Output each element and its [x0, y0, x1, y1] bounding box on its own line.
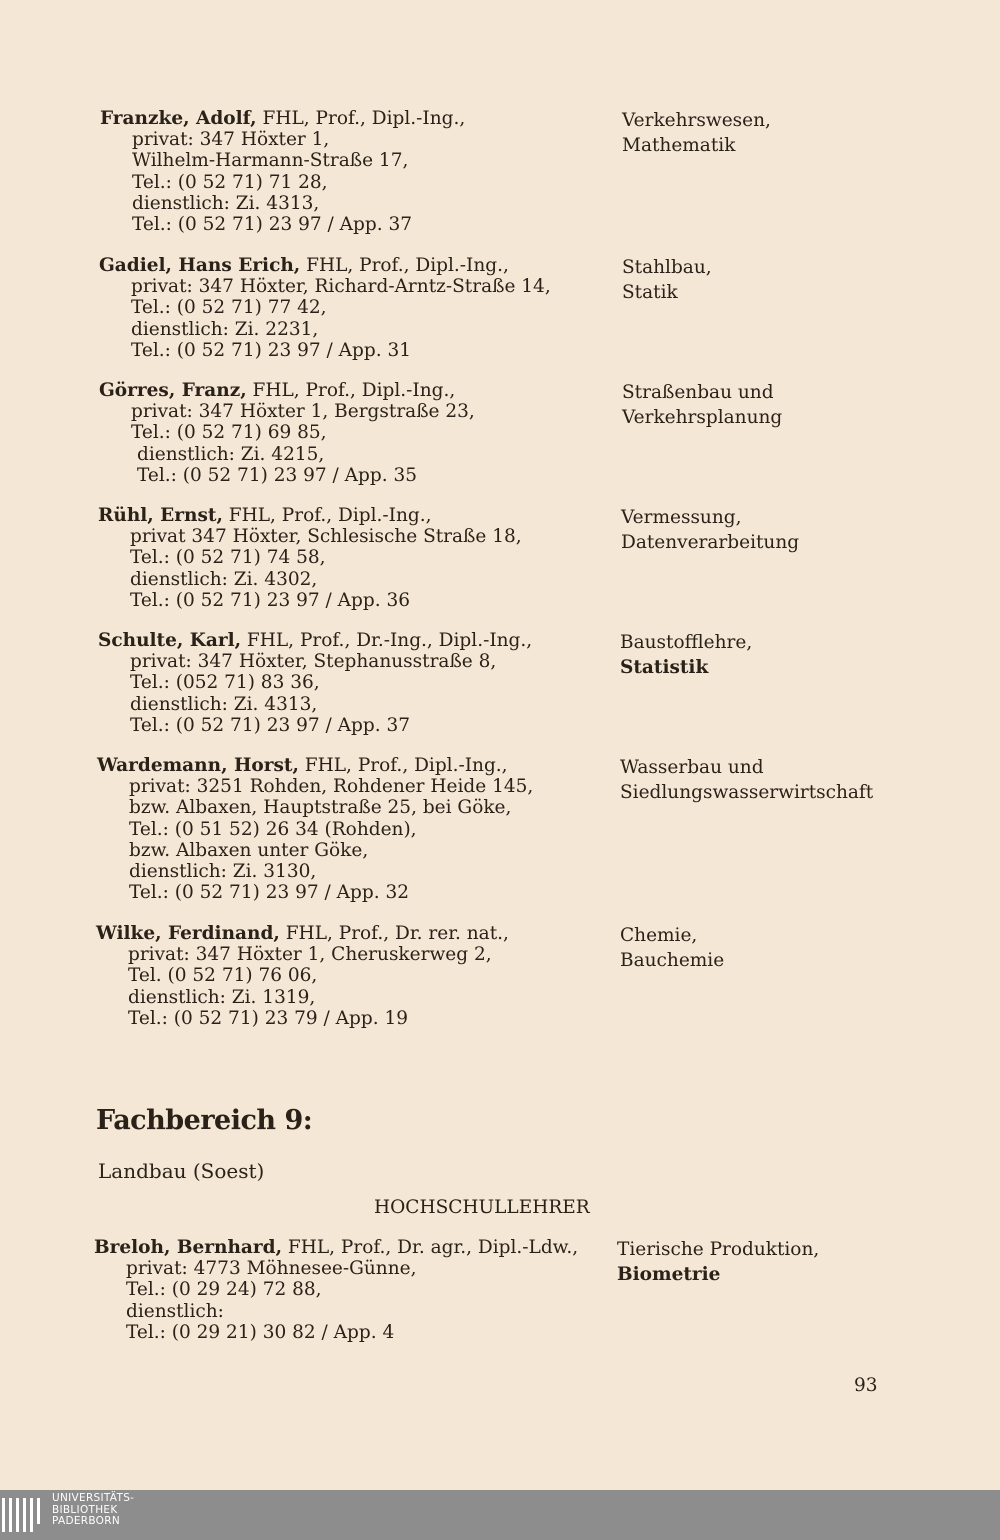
- page-number: 93: [854, 1375, 878, 1396]
- entry-line: dienstlich: Zi. 4313,: [130, 693, 318, 715]
- subject-line: Straßenbau und: [622, 382, 774, 403]
- subject-line: Bauchemie: [620, 950, 725, 971]
- subject-line: Statistik: [620, 657, 709, 678]
- entry-line: Tel.: (0 52 71) 77 42,: [131, 297, 327, 319]
- entry-details: [98, 630, 532, 736]
- entry-line: dienstlich:: [126, 1300, 224, 1322]
- entry-title: FHL, Prof., Dipl.-Ing.,: [298, 755, 508, 776]
- subject-line: Baustofflehre,: [620, 632, 753, 653]
- entry-line: Tel.: (0 52 71) 23 97 / App. 37: [132, 214, 412, 236]
- entry-line: Tel.: (0 52 71) 23 97 / App. 31: [131, 339, 411, 361]
- entry-line: Tel.: (0 52 71) 74 58,: [130, 547, 326, 569]
- entry-line: privat: 347 Höxter, Richard-Arntz-Straße 14,: [131, 276, 551, 298]
- entry-subjects: [620, 630, 752, 680]
- entry-line: dienstlich: Zi. 4302,: [130, 568, 318, 590]
- entry-line: dienstlich: Zi. 4215,: [137, 443, 325, 465]
- entry-line: Tel.: (0 52 71) 71 28,: [132, 171, 328, 193]
- subject-line: Statik: [622, 282, 678, 303]
- section-subtitle: Landbau (Soest): [98, 1159, 265, 1183]
- entry-title: FHL, Prof., Dipl.-Ing.,: [300, 255, 509, 276]
- entry-line: privat: 347 Höxter 1,: [132, 129, 330, 151]
- entry-subjects: [621, 505, 799, 555]
- entry-title: FHL, Prof., Dipl.-Ing.,: [222, 505, 432, 526]
- subsection-heading: HOCHSCHULLEHRER: [374, 1197, 590, 1218]
- entry-line: bzw. Albaxen unter Göke,: [129, 839, 369, 861]
- entry-details: [99, 255, 551, 361]
- entry-subjects: [620, 755, 873, 805]
- subject-line: Chemie,: [620, 925, 698, 946]
- entry-line: Tel.: (0 29 21) 30 82 / App. 4: [126, 1321, 395, 1343]
- subject-line: Mathematik: [622, 135, 736, 156]
- entry-line: Tel.: (0 52 71) 69 85,: [131, 422, 327, 444]
- subject-line: Stahlbau,: [622, 257, 712, 278]
- subject-line: Wasserbau und: [620, 757, 764, 778]
- entry-details: [96, 923, 509, 1029]
- entry-title: FHL, Prof., Dipl.-Ing.,: [256, 108, 466, 129]
- entry-details: [94, 1237, 578, 1343]
- entry-name: Görres, Franz,: [99, 380, 247, 401]
- entry-subjects: [620, 923, 724, 973]
- entry-details: [97, 755, 533, 903]
- subject-line: Verkehrswesen,: [622, 110, 771, 131]
- entry-line: privat: 347 Höxter, Stephanusstraße 8,: [130, 651, 497, 673]
- entry-line: dienstlich: Zi. 4313,: [132, 192, 320, 214]
- entry-name: Breloh, Bernhard,: [94, 1237, 283, 1258]
- library-logo-icon: [0, 1490, 48, 1540]
- entry-title: FHL, Prof., Dr. rer. nat.,: [279, 923, 509, 944]
- entry-name: Rühl, Ernst,: [98, 505, 223, 526]
- entry-line: Tel.: (0 52 71) 23 97 / App. 32: [129, 882, 409, 904]
- entry-title: FHL, Prof., Dr. agr., Dipl.-Ldw.,: [282, 1237, 579, 1258]
- entry-line: Tel.: (0 29 24) 72 88,: [126, 1279, 322, 1301]
- entry-details: [99, 380, 475, 486]
- library-footer: [0, 1490, 1000, 1540]
- entry-title: FHL, Prof., Dr.-Ing., Dipl.-Ing.,: [241, 630, 533, 651]
- logo-line: UNIVERSITÄTS-: [52, 1492, 135, 1504]
- subject-line: Siedlungswasserwirtschaft: [620, 782, 874, 803]
- entry-line: bzw. Albaxen, Hauptstraße 25, bei Göke,: [129, 797, 512, 819]
- entry-line: Tel.: (0 52 71) 23 97 / App. 35: [137, 464, 417, 486]
- entry-line: Wilhelm-Harmann-Straße 17,: [132, 150, 409, 172]
- subject-line: Vermessung,: [621, 507, 742, 528]
- entry-line: dienstlich: Zi. 3130,: [129, 861, 317, 883]
- entry-subjects: [622, 380, 782, 430]
- entry-line: privat: 347 Höxter 1, Cheruskerweg 2,: [128, 944, 492, 966]
- entry-line: dienstlich: Zi. 1319,: [128, 986, 316, 1008]
- entry-subjects: [622, 255, 712, 305]
- entry-name: Wardemann, Horst,: [97, 755, 299, 776]
- library-logo-text: [52, 1493, 134, 1528]
- subject-line: Verkehrsplanung: [622, 407, 783, 428]
- section-title: Fachbereich 9:: [96, 1105, 313, 1136]
- entry-name: Schulte, Karl,: [98, 630, 242, 651]
- entry-line: Tel. (0 52 71) 76 06,: [128, 965, 318, 987]
- entry-line: privat: 4773 Möhnesee-Günne,: [126, 1258, 417, 1280]
- entry-subjects: [622, 108, 771, 158]
- subject-line: Tierische Produktion,: [617, 1239, 820, 1260]
- entry-line: Tel.: (0 52 71) 23 79 / App. 19: [128, 1007, 408, 1029]
- entry-name: Gadiel, Hans Erich,: [99, 255, 301, 276]
- subject-line: Datenverarbeitung: [621, 532, 800, 553]
- entry-line: Tel.: (0 51 52) 26 34 (Rohden),: [129, 818, 417, 840]
- subject-line: Biometrie: [617, 1264, 721, 1285]
- entry-subjects: [617, 1237, 819, 1287]
- entry-title: FHL, Prof., Dipl.-Ing.,: [246, 380, 456, 401]
- entry-line: Tel.: (0 52 71) 23 97 / App. 37: [130, 714, 410, 736]
- entry-line: Tel.: (0 52 71) 23 97 / App. 36: [130, 589, 410, 611]
- entry-line: privat: 3251 Rohden, Rohdener Heide 145,: [129, 776, 534, 798]
- logo-line: BIBLIOTHEK: [52, 1503, 118, 1516]
- entry-details: [98, 505, 522, 611]
- entry-name: Franzke, Adolf,: [100, 108, 257, 129]
- entry-name: Wilke, Ferdinand,: [96, 923, 280, 944]
- entry-line: privat 347 Höxter, Schlesische Straße 18,: [130, 526, 522, 548]
- entry-details: [100, 108, 465, 235]
- entry-line: Tel.: (052 71) 83 36,: [130, 672, 320, 694]
- logo-line: PADERBORN: [52, 1515, 120, 1527]
- entry-line: privat: 347 Höxter 1, Bergstraße 23,: [131, 401, 475, 423]
- entry-line: dienstlich: Zi. 2231,: [131, 318, 319, 340]
